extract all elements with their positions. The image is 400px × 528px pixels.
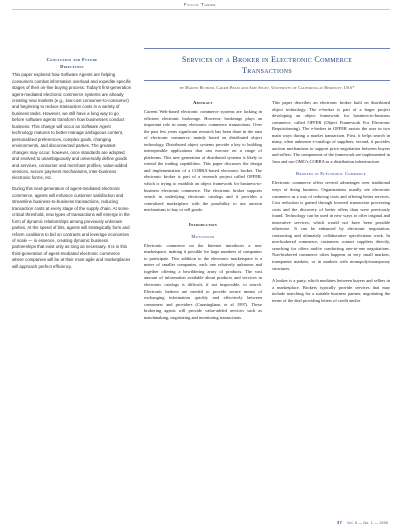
byline: by Martin Bichler, Carrie Beam and Arie Segev, University of California at Berkeley, USA* xyxy=(179,86,355,90)
section-label: Focus Theme xyxy=(0,3,400,8)
right-paragraph-2: Electronic commerce offers several advantages over traditional ways of doing business. Organizations usually see electronic commerce as a way of reducing costs and offering better services. Cost reduction is gained through lowered transaction processing costs and the discovery of better offers than were previously found. Technology can be used in new ways to offer original and innovative services, which would not have been possible otherwise. It can be enhanced by electronic negotiation, contracting and ultimately collaborative specification work. In non-brokered commerce, customers contact suppliers directly, searching for offers and/or conducting one-to-one negotiations. Non-brokered commerce often happens in very small markets, transparent markets, or in markets with monopoly/monopsony structures. xyxy=(272,180,390,271)
introduction-heading: Introduction xyxy=(188,221,218,227)
issue-label: Vol. 8 — No. 1 — 1998 xyxy=(347,521,388,525)
sidebar-title: Conclusion and Future Directions xyxy=(46,57,98,69)
header-rule xyxy=(12,9,390,10)
sidebar xyxy=(12,57,132,497)
column-middle xyxy=(144,100,262,510)
brokers-heading: Brokers in Electronic Commerce xyxy=(296,171,366,177)
right-paragraph-1: This paper describes an electronic broker built on distributed object technology. The e-broker is part of a larger project developing an object framework for business-to-business commerce, called OFFER (Object Framework For Electronic Requisitioning). The e-broker in OFFER assists the user in two main ways during a market transaction. First, it helps search in many, often unknown e-catalogs of suppliers; second, it provides auction mechanisms to support price negotiation between buyers and sellers. The components of the framework are implemented in Java and use OMG's CORBA as a distribution infrastructure. xyxy=(272,100,390,164)
article-title-box xyxy=(144,48,390,81)
abstract-text: Current Web-based electronic commerce systems are lacking in efficient electronic brokerage. However, brokerage plays an important role in many electronic commerce transactions. Over the past few years significant research has been done in the area of electronic commerce, mainly based on distributed object technology. Distributed object systems provide a key to building interoperable applications that can execute on a range of platforms. This new generation of distributed systems is likely to extend the trading capabilities. This paper discusses the design and implementation of a CORBA-based electronic broker. The electronic broker is part of a research project called OFFER, which is trying to establish an object framework for business-to-business electronic commerce. The electronic broker supports search in underlying electronic catalogs and it provides a centralized marketplace with the possibility to use auction mechanisms to buy or sell goods. xyxy=(144,109,262,213)
right-paragraph-3: A broker is a party, which mediates between buyers and sellers in a marketplace. Brokers typically provide services that may include searching for a suitable business partner, negotiating the terms of the deal providing letters of credit and/or xyxy=(272,278,390,303)
motivation-heading: Motivation xyxy=(191,233,215,239)
sidebar-paragraph-2: During this next-generation of agent-mediated electronic commerce, agents will enhance customer satisfaction and streamline business-to-business transactions, reducing transaction costs at every stage of the supply chain. At some critical threshold, new types of transactions will emerge in the form of dynamic relationships among previously unknown parties. At the speed of bits, agents will strategically form and reform coalitions to bid on contracts and leverage economies of scale — in essence, creating dynamic business partnerships that exist only as long as necessary. It is in this third-generation of agent-mediated electronic commerce where companies will be at their most agile and marketplaces will approach perfect efficiency. xyxy=(12,186,131,269)
page-footer xyxy=(337,520,388,525)
abstract-heading: Abstract xyxy=(193,100,213,105)
column-right xyxy=(272,100,390,510)
sidebar-paragraph-1: This paper explored how Software Agents are helping consumers combat information overload and expedite specific stages of their on-line buying process. Today's first-generation agent-mediated electronic commerce systems are already creating new markets (e.g., low-cost consumer-to-consumer) and beginning to reduce transaction costs in a variety of business tasks. However, we still have a long way to go before software agents transform how businesses conduct business. This change will occur as Software Agent technology matures to better manage ambiguous content, personalized preferences, complex goals, changing environments, and disconnected parties. The greatest changes may occur, however, once standards are adopted and evolved to unambiguously and universally define goods and services, consumer and merchant profiles, value-added services, secure payment mechanisms, inter-business electronic forms, etc. xyxy=(12,72,132,181)
motivation-text: Electronic commerce on the Internet introduces a new marketspace, making it possible for large numbers of companies to participate. This addition to the electronic marketspace is a meter of smaller companies, each one relatively unknown and together offering a bewildering array of products. The vast amount of information available about products and services in electronic catalogs is difficult, if not impossible, to search. Electronic brokers are needed to provide secure means of exchanging information quickly and effectively between consumers and providers (Cunningham, et al 1997). These brokering agents will provide value-added services such as matchmaking, negotiating and monitoring transactions. xyxy=(144,242,262,320)
article-title: Services of a Broker in Electronic Commerce Transactions xyxy=(181,54,353,75)
page-number: 37 xyxy=(336,520,343,525)
